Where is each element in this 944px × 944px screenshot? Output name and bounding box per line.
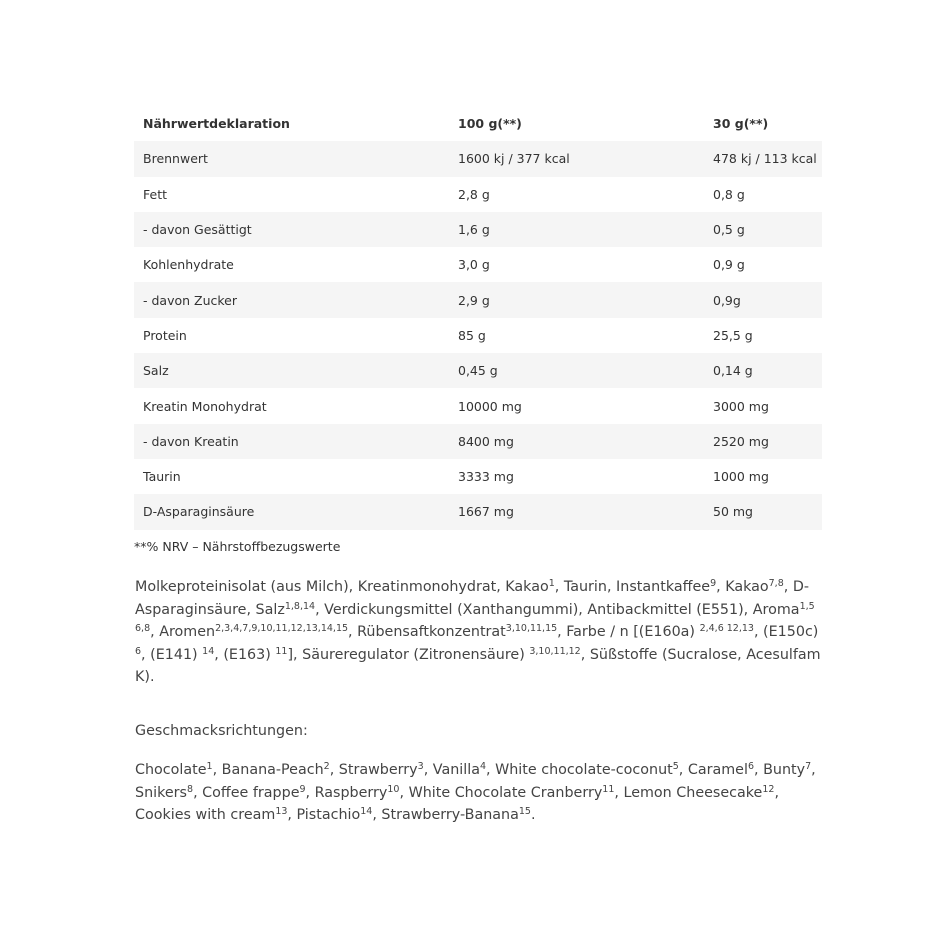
table-cell: Kreatin Monohydrat xyxy=(143,398,267,414)
table-row xyxy=(134,177,822,212)
footnote-ref: 2,3,4,7,9,10,11,12,13,14,15 xyxy=(215,623,349,634)
table-row xyxy=(134,212,822,247)
table-row xyxy=(134,141,822,176)
table-cell: 2,8 g xyxy=(458,186,490,202)
text-segment: , Caramel xyxy=(678,762,748,778)
table-row xyxy=(134,318,822,353)
footnote-ref: 6 xyxy=(135,645,142,657)
table-cell: 2,9 g xyxy=(449,282,704,317)
footnote-ref: 1,8,14 xyxy=(284,600,316,612)
footnote-ref: 5 xyxy=(672,761,679,772)
table-cell: 25,5 g xyxy=(713,327,753,343)
text-segment: , Cookies with cream xyxy=(135,784,779,823)
footnote-ref: 13 xyxy=(275,806,288,817)
footnote-ref: 7 xyxy=(805,761,812,772)
flavors-heading: Geschmacksrichtungen: xyxy=(135,723,308,739)
table-cell: 3333 mg xyxy=(458,469,514,485)
footnote-ref: 11 xyxy=(275,645,288,657)
text-segment: , Lemon Cheesecake xyxy=(614,784,763,801)
table-row xyxy=(134,459,822,494)
text-segment: , Pistachio xyxy=(287,807,361,823)
table-header-row xyxy=(134,106,822,141)
text-segment: , (E150c) xyxy=(753,624,819,640)
text-segment: , Rübensaftkonzentrat xyxy=(348,624,506,640)
table-cell: - davon Zucker xyxy=(134,282,449,317)
nrv-footnote: **% NRV – Nährstoffbezugswerte xyxy=(134,539,341,554)
table-cell: Brennwert xyxy=(134,141,449,176)
footnote-ref: 1 xyxy=(206,761,213,772)
text-segment: , Strawberry-Banana xyxy=(372,807,519,823)
footnote-ref: 9 xyxy=(299,783,306,795)
footnote-ref: 10 xyxy=(387,783,400,795)
table-cell: - davon Kreatin xyxy=(134,424,449,459)
footnote-ref: 6 xyxy=(747,761,754,772)
text-segment: , Kakao xyxy=(716,579,769,595)
text-segment: , White chocolate-coconut xyxy=(486,762,673,778)
footnote-ref: 1,5 6,8 xyxy=(135,600,815,634)
footnote-ref: 4 xyxy=(479,761,487,772)
table-cell: 2520 mg xyxy=(704,424,822,459)
footnote-ref: 8 xyxy=(187,783,194,795)
footnote-ref: 9 xyxy=(710,578,717,589)
table-row xyxy=(134,282,822,317)
text-segment: , Farbe / n [(E160a) xyxy=(557,624,700,640)
text-segment: , Strawberry xyxy=(329,762,418,778)
text-segment: , (E141) xyxy=(141,646,203,663)
footnote-ref: 14 xyxy=(360,806,373,817)
text-segment: ], Säureregulator (Zitronensäure) xyxy=(287,646,530,663)
flavors-text xyxy=(135,759,825,827)
nutrition-table xyxy=(134,106,822,530)
table-cell: 0,14 g xyxy=(704,353,822,388)
footnote-ref: 12 xyxy=(762,783,775,795)
footnote-ref: 11 xyxy=(602,783,615,795)
footnote-ref: 2 xyxy=(323,761,330,772)
table-row xyxy=(134,353,822,388)
text-segment: , Banana-Peach xyxy=(212,762,324,778)
text-segment: , White Chocolate Cranberry xyxy=(399,784,603,801)
column-header: 100 g(**) xyxy=(458,116,522,132)
table-row xyxy=(134,388,822,423)
text-segment: , Vanilla xyxy=(423,762,480,778)
footnote-ref: 1 xyxy=(548,578,555,589)
ingredients-text xyxy=(135,576,825,689)
table-cell: 50 mg xyxy=(704,494,822,529)
table-cell: 1600 kj / 377 kcal xyxy=(449,141,704,176)
footnote-ref: 15 xyxy=(518,806,531,817)
text-segment: . xyxy=(530,807,536,823)
text-segment: , Verdickungsmittel (Xanthangummi), Antibackmittel (E551), Aroma xyxy=(315,601,800,618)
footnote-ref: 3 xyxy=(417,761,424,772)
footnote-ref: 3,10,11,12 xyxy=(529,645,581,657)
text-segment: , Süßstoffe (Sucralose, Acesulfam K). xyxy=(135,646,821,685)
text-segment: , D-Asparaginsäure, Salz xyxy=(135,579,809,618)
table-cell: 3,0 g xyxy=(458,257,490,273)
text-segment: , Coffee frappe xyxy=(193,784,300,801)
table-cell: Kohlenhydrate xyxy=(143,257,234,273)
footnote-ref: 2,4,6 12,13 xyxy=(699,623,754,634)
table-cell: 85 g xyxy=(458,327,486,343)
table-cell: Fett xyxy=(143,186,167,202)
table-row xyxy=(134,424,822,459)
footnote-ref: 7,8 xyxy=(768,578,784,589)
text-segment: , Raspberry xyxy=(305,784,388,801)
table-cell: - davon Gesättigt xyxy=(134,212,449,247)
text-segment: , Snikers xyxy=(135,762,816,801)
table-cell: 0,9 g xyxy=(713,257,745,273)
table-cell: 10000 mg xyxy=(458,398,522,414)
text-segment: Molkeproteinisolat (aus Milch), Kreatinmonohydrat, Kakao xyxy=(135,579,549,595)
table-row xyxy=(134,494,822,529)
text-segment: Chocolate xyxy=(135,762,207,778)
text-segment: , Aromen xyxy=(150,624,216,640)
table-cell: 0,5 g xyxy=(704,212,822,247)
text-segment: , Bunty xyxy=(754,762,806,778)
table-cell: 0,8 g xyxy=(713,186,745,202)
table-cell: 3000 mg xyxy=(713,398,769,414)
table-cell: 1,6 g xyxy=(449,212,704,247)
table-row xyxy=(134,247,822,282)
footnote-ref: 3,10,11,15 xyxy=(505,623,558,634)
text-segment: , Taurin, Instantkaffee xyxy=(554,579,711,595)
table-cell: D-Asparaginsäure xyxy=(134,494,449,529)
table-cell: 1000 mg xyxy=(713,469,769,485)
table-cell: Taurin xyxy=(143,469,181,485)
table-cell: 478 kj / 113 kcal xyxy=(704,141,822,176)
table-cell: 0,45 g xyxy=(449,353,704,388)
table-cell: 8400 mg xyxy=(449,424,704,459)
footnote-ref: 14 xyxy=(202,645,215,657)
table-cell: 0,9g xyxy=(704,282,822,317)
table-cell: 1667 mg xyxy=(449,494,704,529)
table-cell: Protein xyxy=(143,327,187,343)
column-header: 30 g(**) xyxy=(713,116,769,132)
table-cell: Salz xyxy=(134,353,449,388)
column-header: Nährwertdeklaration xyxy=(143,116,290,132)
text-segment: , (E163) xyxy=(214,646,276,663)
